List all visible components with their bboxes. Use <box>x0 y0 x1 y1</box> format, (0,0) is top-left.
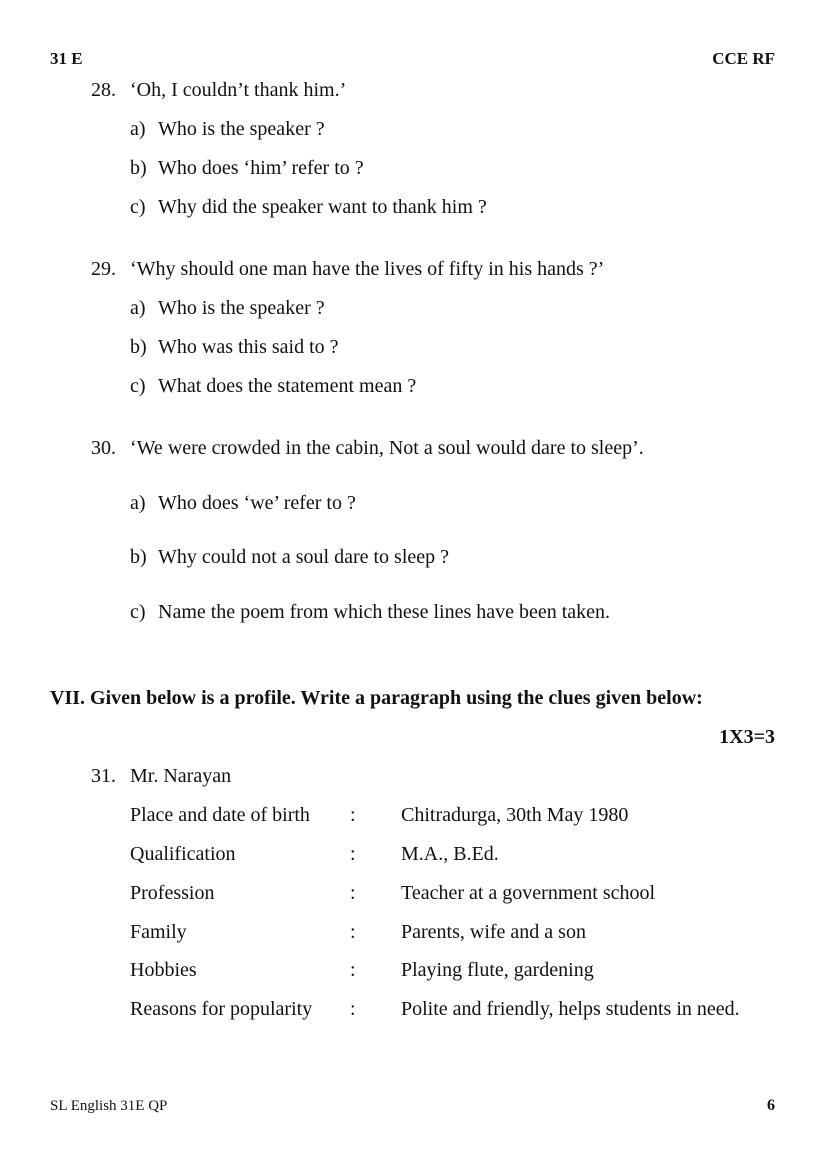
part-label: a) <box>130 492 146 514</box>
part-text: What does the statement mean ? <box>158 375 417 397</box>
profile-separator: : <box>350 921 356 943</box>
profile-name: Mr. Narayan <box>130 765 232 787</box>
part-text: Why could not a soul dare to sleep ? <box>158 546 450 568</box>
question-number: 28. <box>91 79 116 101</box>
profile-value: Teacher at a government school <box>401 882 656 904</box>
header-code: 31 E <box>50 49 83 68</box>
profile-field: Reasons for popularity <box>130 998 313 1020</box>
part-label: b) <box>130 546 147 568</box>
part-label: a) <box>130 118 146 140</box>
part-text: Who does ‘we’ refer to ? <box>158 492 356 514</box>
page-number: 6 <box>767 1097 775 1114</box>
profile-separator: : <box>350 804 356 826</box>
header-series: CCE RF <box>712 49 775 68</box>
profile-value: M.A., B.Ed. <box>401 843 499 865</box>
profile-value: Playing flute, gardening <box>401 959 594 981</box>
section-title: VII. Given below is a profile. Write a paragraph using the clues given below: <box>50 687 703 709</box>
part-text: Who does ‘him’ refer to ? <box>158 157 364 179</box>
profile-separator: : <box>350 843 356 865</box>
part-label: b) <box>130 157 147 179</box>
profile-value: Polite and friendly, helps students in need. <box>401 998 740 1020</box>
section-marks: 1X3=3 <box>719 726 775 748</box>
profile-separator: : <box>350 998 356 1020</box>
part-label: c) <box>130 601 146 623</box>
part-label: a) <box>130 297 146 319</box>
question-number: 29. <box>91 258 116 280</box>
question-quote: ‘Oh, I couldn’t thank him.’ <box>130 79 347 101</box>
profile-separator: : <box>350 882 356 904</box>
question-number: 30. <box>91 437 116 459</box>
part-label: c) <box>130 196 146 218</box>
profile-field: Family <box>130 921 187 943</box>
profile-field: Place and date of birth <box>130 804 310 826</box>
footer-paper-code: SL English 31E QP <box>50 1098 168 1114</box>
part-text: Why did the speaker want to thank him ? <box>158 196 487 218</box>
profile-field: Profession <box>130 882 215 904</box>
profile-field: Qualification <box>130 843 236 865</box>
part-text: Name the poem from which these lines have been taken. <box>158 601 611 623</box>
part-text: Who was this said to ? <box>158 336 339 358</box>
question-quote: ‘Why should one man have the lives of fifty in his hands ?’ <box>130 258 605 280</box>
part-text: Who is the speaker ? <box>158 118 325 140</box>
question-number: 31. <box>91 765 116 787</box>
profile-field: Hobbies <box>130 959 197 981</box>
profile-separator: : <box>350 959 356 981</box>
question-quote: ‘We were crowded in the cabin, Not a soul would dare to sleep’. <box>130 437 644 459</box>
part-text: Who is the speaker ? <box>158 297 325 319</box>
profile-value: Parents, wife and a son <box>401 921 586 943</box>
part-label: c) <box>130 375 146 397</box>
profile-value: Chitradurga, 30th May 1980 <box>401 804 629 826</box>
part-label: b) <box>130 336 147 358</box>
